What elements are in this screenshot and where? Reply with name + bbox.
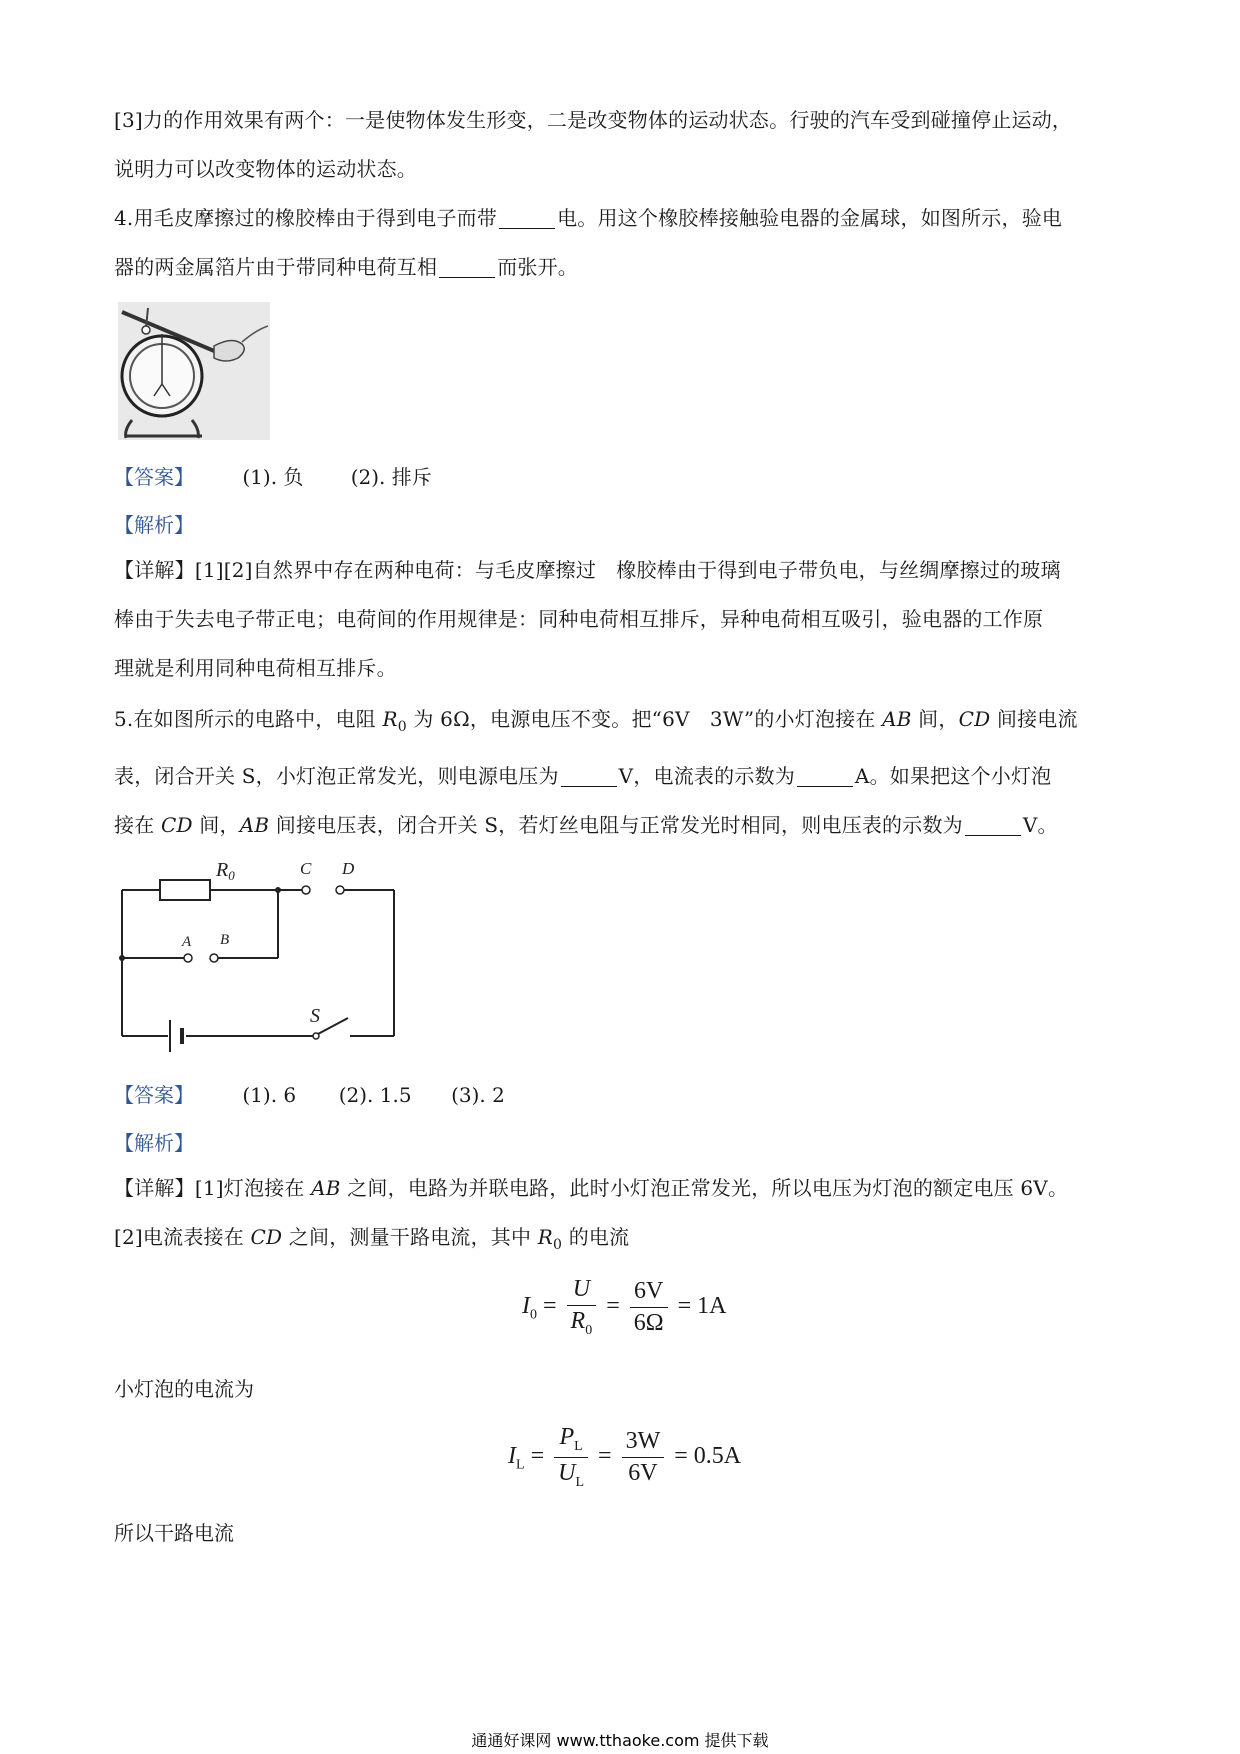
formula-subscript: L (516, 1457, 525, 1473)
q5-text: V。 (1022, 813, 1058, 837)
answer-3: (3). 2 (451, 1083, 505, 1107)
text-line (114, 546, 1130, 595)
numerator: P (559, 1424, 575, 1450)
label-r0: $R_0$ (216, 859, 235, 883)
terminal-a (184, 954, 192, 962)
denominator: R (570, 1308, 586, 1334)
text-line: 棒由于失去电子带正电；电荷间的作用规律是：同种电荷相互排斥，异种电荷相互吸引，验电器的工作原 (114, 607, 1044, 631)
detail-tag: 【详解】 (114, 558, 195, 582)
text-line (114, 194, 1130, 243)
fraction (630, 1278, 668, 1337)
detail-text: 之间，电路为并联电路，此时小灯泡正常发光，所以电压为灯泡的额定电压 6V。 (340, 1176, 1069, 1200)
formula-symbol: I (522, 1292, 530, 1319)
junction-node (275, 887, 281, 893)
formula-il: $I_L$ = $\frac{P_L}{U_L}$ = $\frac{3W}{6V}$ = 0.5A (508, 1424, 742, 1490)
formula-i0: $I_0$ = $\frac{U}{R_0}$ = $\frac{6V}{6\Omega}$ = 1A (522, 1276, 727, 1338)
denominator: U (558, 1459, 576, 1486)
q5-text: AB (882, 707, 912, 731)
q5-subscript: 0 (397, 719, 407, 735)
answer-blank (439, 257, 495, 278)
label-c: C (300, 859, 312, 878)
fraction (622, 1428, 665, 1487)
terminal-b (210, 954, 218, 962)
formula-subscript: L (575, 1474, 585, 1490)
detail-text: [1][2]自然界中存在两种电荷：与毛皮摩擦过 橡胶棒由于得到电子带负电，与丝绸摩擦过的玻璃 (194, 558, 1061, 582)
terminal-c (302, 886, 310, 894)
q5-text: 间接电流 (990, 707, 1078, 731)
question-5 (114, 695, 1130, 850)
detail-text: CD (250, 1225, 283, 1249)
text-line: 说明力可以改变物体的运动状态。 (114, 157, 417, 181)
answer-2: (2). 1.5 (338, 1083, 412, 1107)
answer-blank (965, 815, 1021, 836)
paragraph-force-effect (114, 96, 1130, 194)
q4-text: 电。用这个橡胶棒接触验电器的金属球，如图所示，验电 (557, 206, 1063, 230)
answer-1: (1). 6 (242, 1083, 297, 1107)
formula-result: = 1A (677, 1292, 727, 1319)
text-line: [3]力的作用效果有两个：一是使物体发生形变，二是改变物体的运动状态。行驶的汽车受到碰撞停止运动， (114, 108, 1073, 132)
answer-blank (499, 208, 555, 229)
detail-tag: 【详解】 (114, 1176, 195, 1200)
formula-symbol: I (508, 1442, 516, 1469)
junction-node (119, 955, 125, 961)
detail-text: [1]灯泡接在 (194, 1176, 312, 1200)
q4-text: 而张开。 (497, 255, 579, 279)
formula-result: = 0.5A (674, 1442, 742, 1469)
answer-2: (2). 排斥 (350, 465, 432, 489)
trunk-current-text: 所以干路电流 (114, 1521, 234, 1545)
numerator: U (567, 1276, 597, 1306)
answer-tag: 【答案】 (114, 465, 194, 489)
q5-detail (114, 1164, 1130, 1270)
question-4 (114, 194, 1130, 292)
formula-subscript: 0 (530, 1307, 537, 1323)
q5-text: AB (239, 813, 270, 837)
q5-text: 为 6Ω，电源电压不变。把“6V 3W”的小灯泡接在 (406, 707, 883, 731)
detail-text: AB (311, 1176, 341, 1200)
answer-tag: 【答案】 (114, 1083, 194, 1107)
detail-text: 的电流 (562, 1225, 630, 1249)
detail-text: R (537, 1225, 554, 1249)
q5-text: 间， (192, 813, 240, 837)
text-line: 理就是利用同种电荷相互排斥。 (114, 656, 397, 680)
q5-text: 间接电压表，闭合开关 S，若灯丝电阻与正常发光时相同，则电压表的示数为 (269, 813, 963, 837)
numerator: 6V (630, 1278, 668, 1308)
formula-subscript: 0 (585, 1322, 593, 1338)
numerator: 3W (622, 1428, 665, 1458)
text-line (114, 695, 1130, 752)
bulb-current-text: 小灯泡的电流为 (114, 1377, 254, 1401)
formula-subscript: L (574, 1438, 583, 1454)
answer-blank (797, 766, 853, 787)
resistor-r0 (160, 880, 210, 900)
q4-text: 4.用毛皮摩擦过的橡胶棒由于得到电子而带 (114, 206, 498, 230)
terminal-d (336, 886, 344, 894)
detail-text: 之间，测量干路电流，其中 (282, 1225, 538, 1249)
q5-text: CD (958, 707, 991, 731)
fraction (567, 1276, 597, 1339)
label-b: B (220, 932, 230, 948)
q5-text: 接在 (114, 813, 161, 837)
answer-blank (561, 766, 617, 787)
q4-text: 器的两金属箔片由于带同种电荷互相 (114, 255, 438, 279)
fraction (554, 1424, 588, 1491)
label-a: A (182, 934, 192, 950)
q4-answer-row (114, 462, 432, 492)
q5-text: 间， (911, 707, 959, 731)
q4-detail (114, 546, 1130, 693)
text-line (114, 1213, 1130, 1270)
page-footer: 通通好课网 www.tthaoke.com 提供下载 (471, 1731, 769, 1750)
q5-text: 5.在如图所示的电路中，电阻 (114, 707, 383, 731)
q5-text: R (382, 707, 398, 731)
electroscope-figure (118, 302, 270, 440)
text-line (114, 752, 1130, 801)
q5-text: CD (160, 813, 193, 837)
switch-pivot (313, 1033, 319, 1039)
electroscope-drawing (118, 302, 270, 440)
q5-text: A。如果把这个小灯泡 (854, 764, 1052, 788)
q5-text: 表，闭合开关 S，小灯泡正常发光，则电源电压为 (114, 764, 559, 788)
answer-1: (1). 负 (242, 465, 304, 489)
label-d: D (342, 859, 355, 878)
text-line (114, 1164, 1130, 1213)
denominator: 6Ω (633, 1309, 664, 1336)
detail-text: [2]电流表接在 (114, 1225, 251, 1249)
q5-text: V，电流表的示数为 (618, 764, 795, 788)
detail-subscript: 0 (553, 1237, 563, 1253)
denominator: 6V (628, 1459, 658, 1486)
circuit-diagram (110, 858, 410, 1054)
text-line (114, 801, 1130, 850)
label-s: S (310, 1005, 320, 1027)
text-line (114, 243, 1130, 292)
q5-answer-row (114, 1080, 505, 1110)
analysis-tag: 【解析】 (114, 513, 194, 537)
switch-s (318, 1018, 348, 1034)
analysis-tag: 【解析】 (114, 1131, 194, 1155)
